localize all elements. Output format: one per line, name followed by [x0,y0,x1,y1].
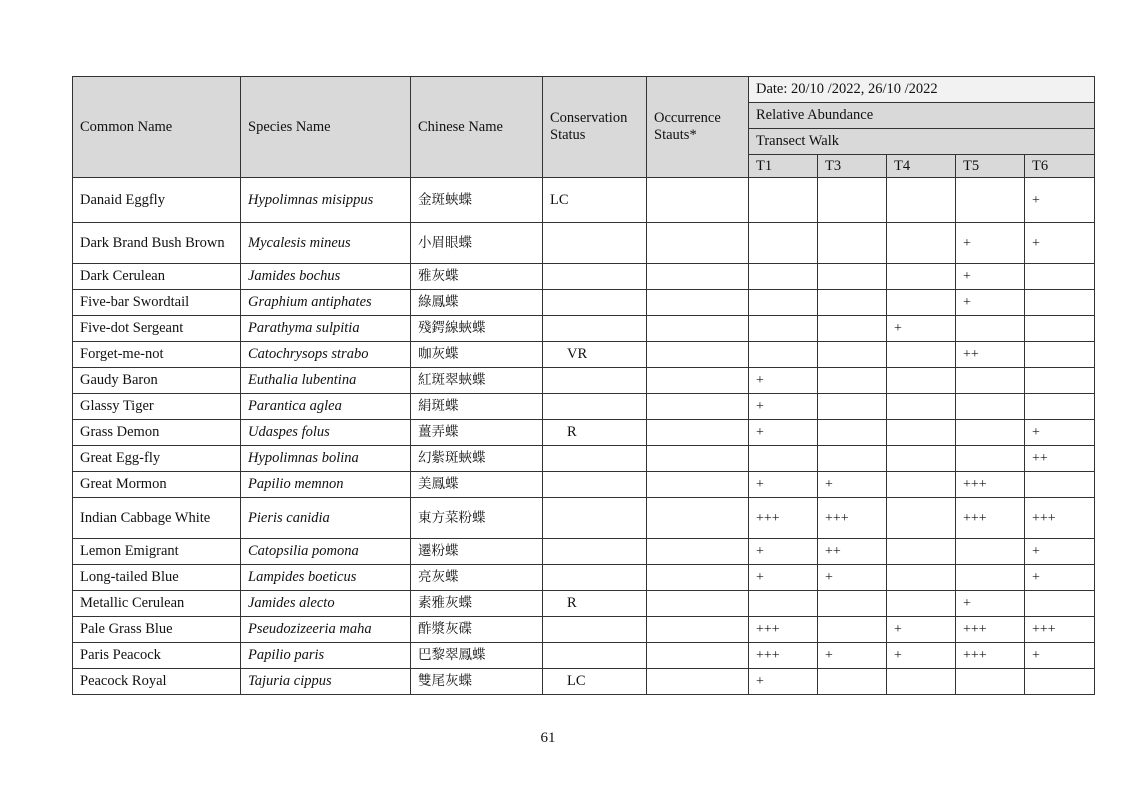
species-name-cell: Parantica aglea [241,394,411,420]
abundance-t3-cell: +++ [818,498,887,539]
common-name-cell: Grass Demon [73,420,241,446]
abundance-t3-cell: ++ [818,539,887,565]
common-name-cell: Dark Brand Bush Brown [73,223,241,264]
common-name-cell: Five-dot Sergeant [73,316,241,342]
common-name-cell: Great Mormon [73,472,241,498]
species-name-cell: Mycalesis mineus [241,223,411,264]
conservation-status-cell [543,223,647,264]
species-name-cell: Parathyma sulpitia [241,316,411,342]
abundance-t5-cell: + [956,264,1025,290]
abundance-t5-cell [956,669,1025,695]
abundance-t3-cell [818,617,887,643]
conservation-status-cell [543,264,647,290]
table-row [73,643,1095,669]
abundance-t4-cell [887,498,956,539]
abundance-t1-cell: + [749,368,818,394]
abundance-t3-cell [818,368,887,394]
abundance-t5-cell [956,178,1025,223]
conservation-status-cell [543,394,647,420]
species-name-cell: Papilio paris [241,643,411,669]
abundance-t4-cell: + [887,617,956,643]
abundance-t6-cell [1025,290,1095,316]
abundance-t3-cell [818,394,887,420]
common-name-cell: Glassy Tiger [73,394,241,420]
common-name-cell: Paris Peacock [73,643,241,669]
page-number: 61 [540,730,556,746]
abundance-t6-cell [1025,342,1095,368]
abundance-t6-cell [1025,368,1095,394]
abundance-t4-cell [887,565,956,591]
occurrence-status-cell [647,498,749,539]
abundance-t3-cell [818,342,887,368]
chinese-name-cell: 幻紫斑蛺蝶 [411,446,543,472]
table-row [73,472,1095,498]
occurrence-status-cell [647,472,749,498]
common-name-cell: Danaid Eggfly [73,178,241,223]
abundance-t6-cell: + [1025,223,1095,264]
abundance-t6-cell [1025,316,1095,342]
table-row [73,178,1095,223]
occurrence-status-cell [647,643,749,669]
common-name-cell: Gaudy Baron [73,368,241,394]
header-transect-walk: Transect Walk [749,129,1095,155]
chinese-name-cell: 咖灰蝶 [411,342,543,368]
common-name-cell: Indian Cabbage White [73,498,241,539]
header-conservation-status: Conservation Status [543,77,647,178]
abundance-t1-cell: +++ [749,498,818,539]
occurrence-status-cell [647,342,749,368]
abundance-t4-cell: + [887,643,956,669]
header-transect-t5: T5 [956,155,1025,178]
abundance-t3-cell [818,178,887,223]
butterfly-survey-table [72,76,1095,695]
occurrence-status-cell [647,539,749,565]
abundance-t4-cell [887,420,956,446]
abundance-t4-cell [887,223,956,264]
conservation-status-cell: LC [543,669,647,695]
occurrence-status-cell [647,264,749,290]
abundance-t3-cell [818,591,887,617]
chinese-name-cell: 薑弄蝶 [411,420,543,446]
species-name-cell: Euthalia lubentina [241,368,411,394]
abundance-t6-cell: + [1025,178,1095,223]
occurrence-status-cell [647,591,749,617]
common-name-cell: Pale Grass Blue [73,617,241,643]
abundance-t4-cell: + [887,316,956,342]
abundance-t1-cell [749,591,818,617]
species-name-cell: Hypolimnas misippus [241,178,411,223]
abundance-t6-cell [1025,472,1095,498]
abundance-t3-cell [818,223,887,264]
chinese-name-cell: 遷粉蝶 [411,539,543,565]
conservation-status-cell [543,290,647,316]
chinese-name-cell: 酢漿灰碟 [411,617,543,643]
occurrence-status-cell [647,446,749,472]
abundance-t4-cell [887,178,956,223]
conservation-status-cell [543,472,647,498]
abundance-t5-cell [956,565,1025,591]
abundance-t1-cell [749,223,818,264]
conservation-status-cell: R [543,420,647,446]
abundance-t6-cell: + [1025,643,1095,669]
conservation-status-cell: LC [543,178,647,223]
abundance-t5-cell: + [956,591,1025,617]
species-name-cell: Catopsilia pomona [241,539,411,565]
occurrence-status-cell [647,617,749,643]
chinese-name-cell: 東方菜粉蝶 [411,498,543,539]
table-row [73,290,1095,316]
conservation-status-cell [543,539,647,565]
occurrence-status-cell [647,223,749,264]
table-row [73,342,1095,368]
abundance-t6-cell [1025,591,1095,617]
table-row [73,498,1095,539]
header-transect-t3: T3 [818,155,887,178]
abundance-t4-cell [887,264,956,290]
abundance-t5-cell: +++ [956,617,1025,643]
conservation-status-cell: VR [543,342,647,368]
common-name-cell: Five-bar Swordtail [73,290,241,316]
occurrence-status-cell [647,368,749,394]
abundance-t4-cell [887,290,956,316]
table-row [73,591,1095,617]
abundance-t1-cell [749,342,818,368]
header-transect-t4: T4 [887,155,956,178]
occurrence-status-cell [647,394,749,420]
abundance-t1-cell: + [749,669,818,695]
abundance-t6-cell [1025,669,1095,695]
occurrence-status-cell [647,290,749,316]
abundance-t1-cell [749,446,818,472]
abundance-t6-cell: +++ [1025,498,1095,539]
table-row [73,669,1095,695]
abundance-t3-cell [818,446,887,472]
abundance-t5-cell: +++ [956,643,1025,669]
table-row [73,539,1095,565]
species-name-cell: Papilio memnon [241,472,411,498]
species-name-cell: Tajuria cippus [241,669,411,695]
abundance-t3-cell [818,420,887,446]
occurrence-status-cell [647,565,749,591]
table-row [73,316,1095,342]
table-row [73,617,1095,643]
abundance-t3-cell: + [818,472,887,498]
chinese-name-cell: 小眉眼蝶 [411,223,543,264]
abundance-t5-cell [956,316,1025,342]
abundance-t5-cell: + [956,290,1025,316]
abundance-t1-cell [749,264,818,290]
common-name-cell: Long-tailed Blue [73,565,241,591]
chinese-name-cell: 金斑蛺蝶 [411,178,543,223]
header-relative-abundance: Relative Abundance [749,103,1095,129]
conservation-status-cell [543,498,647,539]
abundance-t1-cell: +++ [749,617,818,643]
abundance-t5-cell [956,394,1025,420]
conservation-status-cell [543,643,647,669]
conservation-status-cell [543,617,647,643]
header-occurrence-status: Occurrence Stauts* [647,77,749,178]
chinese-name-cell: 絹斑蝶 [411,394,543,420]
species-name-cell: Jamides bochus [241,264,411,290]
conservation-status-cell [543,368,647,394]
chinese-name-cell: 素雅灰蝶 [411,591,543,617]
occurrence-status-cell [647,420,749,446]
abundance-t1-cell: + [749,472,818,498]
common-name-cell: Peacock Royal [73,669,241,695]
species-name-cell: Udaspes folus [241,420,411,446]
abundance-t6-cell [1025,394,1095,420]
abundance-t1-cell: + [749,420,818,446]
table-row [73,420,1095,446]
abundance-t1-cell: + [749,394,818,420]
abundance-t6-cell: + [1025,565,1095,591]
header-chinese-name: Chinese Name [411,77,543,178]
chinese-name-cell: 殘鍔線蛺蝶 [411,316,543,342]
abundance-t6-cell [1025,264,1095,290]
abundance-t3-cell [818,669,887,695]
table-row [73,223,1095,264]
common-name-cell: Dark Cerulean [73,264,241,290]
abundance-t4-cell [887,539,956,565]
abundance-t3-cell [818,290,887,316]
table-row [73,565,1095,591]
species-name-cell: Pseudozizeeria maha [241,617,411,643]
abundance-t1-cell [749,316,818,342]
header-transect-t1: T1 [749,155,818,178]
common-name-cell: Forget-me-not [73,342,241,368]
species-name-cell: Graphium antiphates [241,290,411,316]
table-row [73,368,1095,394]
chinese-name-cell: 紅斑翠蛺蝶 [411,368,543,394]
header-common-name: Common Name [73,77,241,178]
common-name-cell: Metallic Cerulean [73,591,241,617]
abundance-t5-cell: +++ [956,498,1025,539]
chinese-name-cell: 雙尾灰蝶 [411,669,543,695]
abundance-t5-cell [956,539,1025,565]
table-row [73,446,1095,472]
conservation-status-cell: R [543,591,647,617]
occurrence-status-cell [647,316,749,342]
abundance-t6-cell: + [1025,420,1095,446]
abundance-t5-cell: ++ [956,342,1025,368]
conservation-status-cell [543,446,647,472]
chinese-name-cell: 美鳳蝶 [411,472,543,498]
abundance-t5-cell [956,368,1025,394]
abundance-t4-cell [887,342,956,368]
abundance-t5-cell: +++ [956,472,1025,498]
table-row [73,394,1095,420]
abundance-t5-cell [956,420,1025,446]
species-name-cell: Pieris canidia [241,498,411,539]
chinese-name-cell: 雅灰蝶 [411,264,543,290]
abundance-t1-cell [749,290,818,316]
abundance-t6-cell: + [1025,539,1095,565]
header-transect-t6: T6 [1025,155,1095,178]
abundance-t3-cell [818,264,887,290]
abundance-t3-cell [818,316,887,342]
common-name-cell: Lemon Emigrant [73,539,241,565]
survey-table-body [73,178,1095,695]
header-survey-date: Date: 20/10 /2022, 26/10 /2022 [749,77,1095,103]
occurrence-status-cell [647,669,749,695]
conservation-status-cell [543,565,647,591]
species-name-cell: Jamides alecto [241,591,411,617]
header-species-name: Species Name [241,77,411,178]
common-name-cell: Great Egg-fly [73,446,241,472]
abundance-t4-cell [887,394,956,420]
conservation-status-cell [543,316,647,342]
chinese-name-cell: 綠鳳蝶 [411,290,543,316]
abundance-t3-cell: + [818,565,887,591]
abundance-t3-cell: + [818,643,887,669]
table-row [73,264,1095,290]
abundance-t1-cell: + [749,565,818,591]
abundance-t4-cell [887,446,956,472]
abundance-t5-cell [956,446,1025,472]
abundance-t4-cell [887,472,956,498]
species-name-cell: Lampides boeticus [241,565,411,591]
chinese-name-cell: 巴黎翠鳳蝶 [411,643,543,669]
abundance-t5-cell: + [956,223,1025,264]
abundance-t6-cell: ++ [1025,446,1095,472]
abundance-t1-cell [749,178,818,223]
chinese-name-cell: 亮灰蝶 [411,565,543,591]
abundance-t4-cell [887,368,956,394]
abundance-t4-cell [887,669,956,695]
occurrence-status-cell [647,178,749,223]
species-name-cell: Hypolimnas bolina [241,446,411,472]
species-name-cell: Catochrysops strabo [241,342,411,368]
abundance-t4-cell [887,591,956,617]
abundance-t1-cell: +++ [749,643,818,669]
abundance-t1-cell: + [749,539,818,565]
abundance-t6-cell: +++ [1025,617,1095,643]
